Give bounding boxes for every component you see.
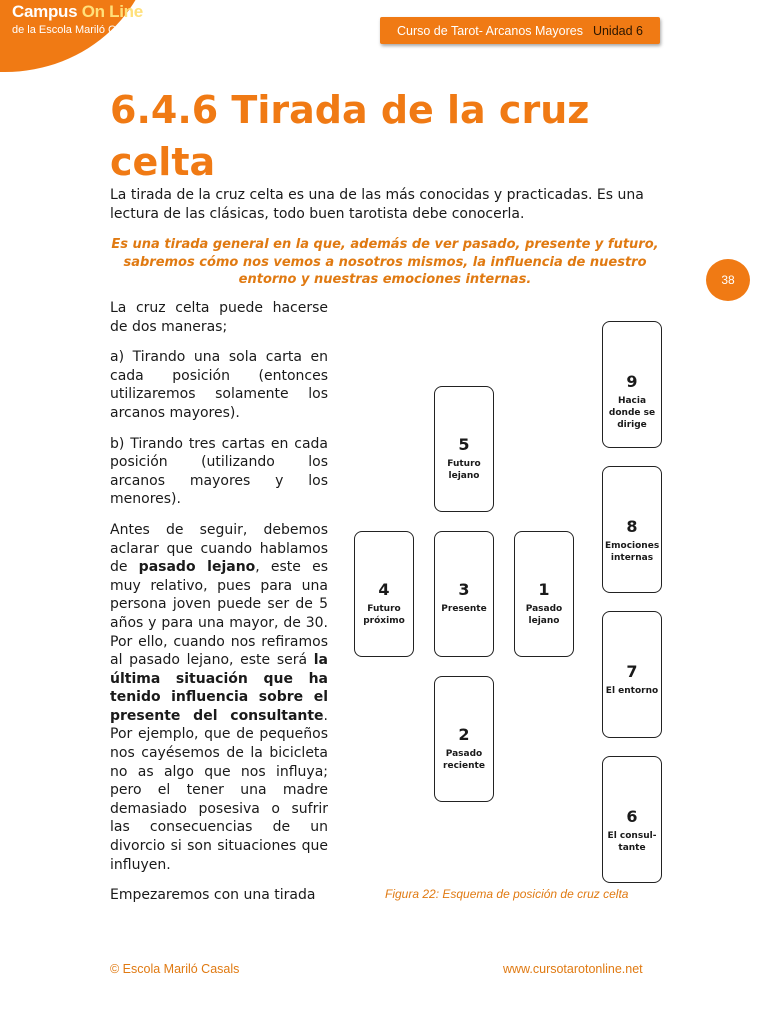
paragraph: b) Tirando tres cartas en cada posición (utilizando los arcanos mayores y los menores). <box>110 435 328 508</box>
paragraph: Empezaremos con una tirada <box>110 887 316 904</box>
figure-caption: Figura 22: Esquema de posición de cruz celta <box>385 887 629 901</box>
card-position-5: 5 Futuro lejano <box>434 386 494 512</box>
card-position-6: 6 El consul-tante <box>602 756 662 883</box>
intro-paragraph: La tirada de la cruz celta es una de las más conocidas y practicadas. Es una lectura de las clásicas, todo buen tarotista debe conocerla. <box>110 187 644 222</box>
section-title: 6.4.6 Tirada de la cruz celta <box>110 88 590 184</box>
card-position-9: 9 Hacia donde se dirige <box>602 321 662 448</box>
card-position-1: 1 Pasado lejano <box>514 531 574 657</box>
logo-subtitle: de la Escola Mariló Casals <box>12 24 142 36</box>
brand-logo <box>0 0 155 72</box>
page-number-badge: 38 <box>706 259 750 301</box>
body-column <box>110 299 328 917</box>
bold-term: pasado lejano <box>138 559 256 576</box>
card-position-7: 7 El entorno <box>602 611 662 738</box>
card-position-3: 3 Presente <box>434 531 494 657</box>
paragraph: Antes de seguir, debemos aclarar que cuando hablamos de pasado lejano, este es muy relativo, pues para una persona joven puede ser de 5 años y para una mayor, de 30. Por ello, cuando nos refiramos al pasado lejano, este será la última situación que ha tenido influencia sobre el presente del consultante. Por ejemplo, que de pequeños nos cayésemos de la bicicleta no as algo que nos influya; pero el tener una madre demasiado posesiva o sufrir las consecuencias de un divorcio si son situaciones que influyen. <box>110 521 328 873</box>
course-name: Curso de Tarot- Arcanos Mayores <box>396 23 583 38</box>
paragraph: La cruz celta puede hacerse de dos maneras; <box>110 300 328 335</box>
footer-website-link[interactable]: www.cursotarotonline.net <box>503 962 643 976</box>
card-position-8: 8 Emociones internas <box>602 466 662 593</box>
paragraph: a) Tirando una sola carta en cada posición (entonces utilizaremos solamente los arcanos mayores). <box>110 349 328 421</box>
card-position-4: 4 Futuro próximo <box>354 531 414 657</box>
bold-phrase: la última situación que ha tenido influencia sobre el presente del consultante <box>110 652 328 724</box>
unit-label: Unidad 6 <box>592 23 643 38</box>
course-header <box>380 17 660 44</box>
footer-copyright: © Escola Mariló Casals <box>110 962 240 976</box>
logo-title: Campus On Line <box>12 2 143 21</box>
card-position-2: 2 Pasado reciente <box>434 676 494 802</box>
highlight-quote: Es una tirada general en la que, además de ver pasado, presente y futuro, sabremos cómo nos vemos a nosotros mismos, la influencia de nuestro entorno y nuestras emociones internas. <box>111 237 659 287</box>
